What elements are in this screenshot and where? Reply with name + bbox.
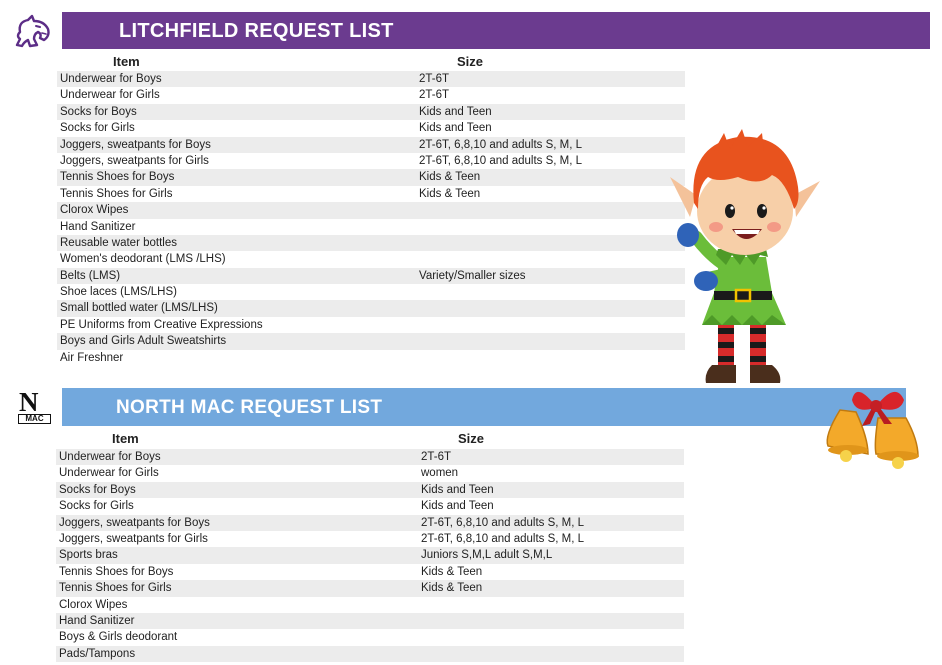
north-mac-logo xyxy=(16,389,54,425)
item-cell: Socks for Boys xyxy=(59,483,136,496)
item-cell: Women's deodorant (LMS /LHS) xyxy=(60,253,226,266)
table-row xyxy=(57,137,685,153)
size-cell: Variety/Smaller sizes xyxy=(419,269,526,282)
table-row xyxy=(56,580,684,596)
item-cell: Air Freshner xyxy=(60,351,124,364)
item-cell: Joggers, sweatpants for Boys xyxy=(60,138,211,151)
item-cell: Shoe laces (LMS/LHS) xyxy=(60,286,177,299)
size-cell: 2T-6T xyxy=(419,73,450,85)
size-cell: Kids & Teen xyxy=(419,171,481,184)
size-cell: Kids & Teen xyxy=(421,565,483,578)
table-row xyxy=(56,646,684,662)
litchfield-size-header: Size xyxy=(457,54,484,69)
size-cell: Kids & Teen xyxy=(419,187,481,200)
table-row xyxy=(56,564,684,580)
table-row xyxy=(57,350,685,366)
table-row xyxy=(57,268,685,284)
item-cell: Hand Sanitizer xyxy=(60,220,136,233)
item-cell: Tennis Shoes for Boys xyxy=(59,565,174,578)
table-row xyxy=(56,547,684,563)
table-row xyxy=(57,186,685,202)
item-cell: Tennis Shoes for Boys xyxy=(60,171,175,184)
litchfield-title: LITCHFIELD REQUEST LIST xyxy=(119,20,394,42)
item-cell: Boys & Girls deodorant xyxy=(59,631,178,644)
size-cell: women xyxy=(421,467,459,480)
north-mac-logo-letter: N xyxy=(19,387,39,417)
item-cell: Belts (LMS) xyxy=(60,269,121,282)
item-cell: Boys and Girls Adult Sweatshirts xyxy=(60,335,227,348)
item-cell: Sports bras xyxy=(59,549,118,562)
table-row xyxy=(57,333,685,349)
panther-logo-icon xyxy=(10,12,54,52)
table-row xyxy=(57,235,685,251)
north-mac-banner xyxy=(62,388,906,426)
size-cell: Juniors S,M,L adult S,M,L xyxy=(421,549,553,562)
table-row xyxy=(57,300,685,316)
item-cell: Joggers, sweatpants for Girls xyxy=(59,532,208,545)
table-row xyxy=(57,284,685,300)
item-cell: Reusable water bottles xyxy=(60,236,177,249)
item-cell: Socks for Girls xyxy=(60,122,135,135)
item-cell: Clorox Wipes xyxy=(59,598,128,611)
size-cell: 2T-6T, 6,8,10 and adults S, M, L xyxy=(419,138,583,151)
item-cell: PE Uniforms from Creative Expressions xyxy=(60,318,263,331)
north-mac-logo-sub: MAC xyxy=(18,414,51,424)
table-row xyxy=(57,71,685,87)
item-cell: Socks for Girls xyxy=(59,500,134,513)
item-cell: Hand Sanitizer xyxy=(59,614,135,627)
table-row xyxy=(57,104,685,120)
table-row xyxy=(56,629,684,645)
table-row xyxy=(57,153,685,169)
north-mac-item-header: Item xyxy=(112,431,139,446)
litchfield-item-header: Item xyxy=(113,54,140,69)
table-row xyxy=(56,482,684,498)
size-cell: 2T-6T, 6,8,10 and adults S, M, L xyxy=(421,516,585,529)
item-cell: Tennis Shoes for Girls xyxy=(60,187,173,200)
size-cell: 2T-6T, 6,8,10 and adults S, M, L xyxy=(421,532,585,545)
table-row xyxy=(56,498,684,514)
item-cell: Joggers, sweatpants for Girls xyxy=(60,154,209,167)
elf-illustration-icon xyxy=(668,125,826,390)
size-cell: 2T-6T xyxy=(421,451,452,463)
christmas-bells-icon xyxy=(822,380,934,474)
litchfield-banner xyxy=(62,12,930,49)
north-mac-title: NORTH MAC REQUEST LIST xyxy=(116,397,383,418)
table-row xyxy=(57,87,685,103)
table-row xyxy=(57,251,685,267)
north-mac-table xyxy=(56,449,684,662)
item-cell: Underwear for Boys xyxy=(59,451,161,463)
table-row xyxy=(57,120,685,136)
table-row xyxy=(57,317,685,333)
table-row xyxy=(56,613,684,629)
item-cell: Pads/Tampons xyxy=(59,647,136,660)
table-row xyxy=(57,169,685,185)
size-cell: Kids and Teen xyxy=(421,500,494,513)
table-row xyxy=(56,597,684,613)
litchfield-table xyxy=(57,71,685,366)
item-cell: Underwear for Girls xyxy=(59,467,159,480)
table-row xyxy=(56,515,684,531)
size-cell: 2T-6T, 6,8,10 and adults S, M, L xyxy=(419,154,583,167)
item-cell: Clorox Wipes xyxy=(60,204,129,217)
item-cell: Joggers, sweatpants for Boys xyxy=(59,516,210,529)
size-cell: 2T-6T xyxy=(419,89,450,102)
table-row xyxy=(56,449,684,465)
size-cell: Kids and Teen xyxy=(419,105,492,118)
item-cell: Socks for Boys xyxy=(60,105,137,118)
item-cell: Small bottled water (LMS/LHS) xyxy=(60,302,218,315)
table-row xyxy=(56,465,684,481)
north-mac-size-header: Size xyxy=(458,431,485,446)
size-cell: Kids and Teen xyxy=(421,483,494,496)
size-cell: Kids and Teen xyxy=(419,122,492,135)
table-row xyxy=(57,219,685,235)
table-row xyxy=(57,202,685,218)
item-cell: Tennis Shoes for Girls xyxy=(59,582,172,595)
item-cell: Underwear for Boys xyxy=(60,73,162,85)
size-cell: Kids & Teen xyxy=(421,582,483,595)
item-cell: Underwear for Girls xyxy=(60,89,160,102)
table-row xyxy=(56,531,684,547)
